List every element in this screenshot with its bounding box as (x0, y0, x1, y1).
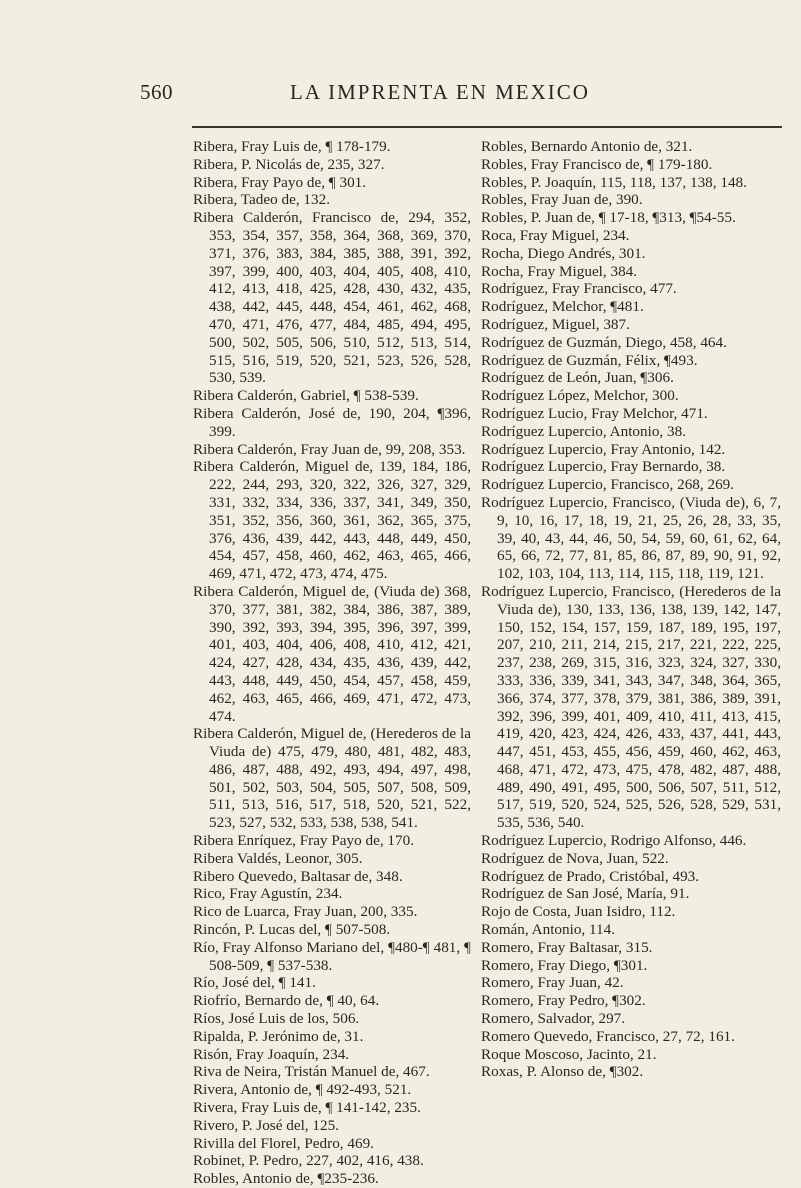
index-entry: Ripalda, P. Jerónimo de, 31. (193, 1027, 364, 1045)
index-entry: Robles, Bernardo Antonio de, 321. (481, 138, 693, 155)
index-entry: Rodríguez, Miguel, 387. (481, 315, 630, 333)
index-entry: Ribera Enríquez, Fray Payo de, 170. (193, 832, 415, 850)
index-entry: Ribera Calderón, Gabriel, ¶ 538-539. (193, 387, 419, 405)
index-entry: Ríos, José Luis de los, 506. (193, 1010, 360, 1028)
index-entry: Rocha, Diego Andrés, 301. (481, 244, 646, 262)
index-entry: Rivilla del Florel, Pedro, 469. (193, 1134, 374, 1152)
index-entry: Robles, P. Juan de, ¶ 17-18, ¶313, ¶54-55. (481, 209, 736, 227)
index-entry: Ribera Calderón, Miguel de, 139, 184, 186, 222, 244, 293, 320, 322, 326, 327, 329, 331, 332, 334, 336, 337, 341, 349, 350, 351, 352, 356, 360, 361, 362, 365, 375, 376, 436, 439, 442, 443, 448, 449, 450, 454, 457, 458, 460, 462, 463, 465, 466, 469, 471, 472, 473, 474, 475. (193, 458, 471, 583)
index-entry: Ribera, Fray Luis de, ¶ 178-179. (193, 138, 391, 155)
index-entry: Rivero, P. José del, 125. (193, 1116, 339, 1134)
index-entry: Rodríguez de Guzmán, Félix, ¶493. (481, 351, 698, 369)
index-entry: Ribero Quevedo, Baltasar de, 348. (193, 867, 403, 885)
index-entry: Rodríguez Lupercio, Fray Bernardo, 38. (481, 458, 726, 476)
index-entry: Rodríguez Lupercio, Francisco, (Viuda de), 6, 7, 9, 10, 16, 17, 18, 19, 21, 25, 26, 28, 33, 35, 39, 40, 43, 44, 46, 50, 54, 59, 60, 61, 62, 64, 65, 66, 72, 77, 81, 85, 86, 87, 89, 90, 91, 92, 102, 103, 104, 113, 114, 115, 118, 119, 121. (481, 493, 781, 583)
index-entry: Ribera Calderón, Miguel de, (Herederos de la Viuda de) 475, 479, 480, 481, 482, 483, 486, 487, 488, 492, 493, 494, 497, 498, 501, 502, 503, 504, 505, 507, 508, 509, 511, 513, 516, 517, 518, 520, 521, 522, 523, 527, 532, 533, 538, 538, 541. (193, 725, 471, 832)
index-column-right (481, 138, 781, 1081)
index-entry: Ribera Calderón, José de, 190, 204, ¶396, 399. (193, 404, 471, 440)
index-entry: Romero, Fray Diego, ¶301. (481, 956, 648, 974)
index-entry: Rivera, Fray Luis de, ¶ 141-142, 235. (193, 1099, 421, 1117)
index-entry: Rodríguez Lucio, Fray Melchor, 471. (481, 404, 708, 422)
index-entry: Rodríguez Lupercio, Antonio, 38. (481, 422, 686, 440)
index-entry: Rodríguez Lupercio, Fray Antonio, 142. (481, 440, 726, 458)
index-entry: Ribera Calderón, Miguel de, (Viuda de) 368, 370, 377, 381, 382, 384, 386, 387, 389, 390, 392, 393, 394, 395, 396, 397, 399, 401, 403, 404, 406, 408, 410, 412, 421, 424, 427, 428, 434, 435, 436, 439, 442, 443, 448, 449, 450, 454, 457, 458, 459, 462, 463, 465, 466, 469, 471, 472, 473, 474. (193, 582, 471, 725)
index-entry: Ribera Calderón, Fray Juan de, 99, 208, 353. (193, 440, 466, 458)
index-entry: Rodríguez de León, Juan, ¶306. (481, 369, 674, 387)
index-entry: Robles, Antonio de, ¶235-236. (193, 1170, 379, 1188)
index-entry: Romero, Fray Baltasar, 315. (481, 938, 653, 956)
index-entry: Rodríguez, Fray Francisco, 477. (481, 280, 677, 298)
index-entry: Rodríguez de Nova, Juan, 522. (481, 849, 669, 867)
index-entry: Robles, Fray Francisco de, ¶ 179-180. (481, 155, 713, 173)
index-entry: Romero Quevedo, Francisco, 27, 72, 161. (481, 1027, 735, 1045)
index-entry: Rincón, P. Lucas del, ¶ 507-508. (193, 921, 391, 939)
header-rule (192, 126, 782, 128)
index-column-left (193, 138, 471, 1188)
index-entry: Roxas, P. Alonso de, ¶302. (481, 1063, 644, 1081)
index-entry: Ribera, Tadeo de, 132. (193, 191, 330, 209)
index-entry: Roca, Fray Miguel, 234. (481, 226, 630, 244)
index-entry: Romero, Fray Pedro, ¶302. (481, 992, 646, 1010)
index-entry: Rodríguez Lupercio, Rodrigo Alfonso, 446. (481, 832, 747, 850)
index-entry: Rocha, Fray Miguel, 384. (481, 262, 638, 280)
index-entry: Rodríguez, Melchor, ¶481. (481, 298, 644, 316)
index-entry: Rodríguez de Guzmán, Diego, 458, 464. (481, 333, 727, 351)
index-entry: Rodríguez López, Melchor, 300. (481, 387, 679, 405)
index-entry: Robinet, P. Pedro, 227, 402, 416, 438. (193, 1152, 424, 1170)
index-entry: Risón, Fray Joaquín, 234. (193, 1045, 350, 1063)
index-entry: Río, Fray Alfonso Mariano del, ¶480-¶ 481, ¶ 508-509, ¶ 537-538. (193, 938, 471, 974)
index-entry: Rojo de Costa, Juan Isidro, 112. (481, 903, 676, 921)
index-entry: Rodríguez Lupercio, Francisco, (Herederos de la Viuda de), 130, 133, 136, 138, 139, 142, 147, 150, 152, 154, 157, 159, 187, 189, 195, 197, 207, 210, 211, 214, 215, 217, 221, 222, 225, 237, 238, 269, 315, 316, 323, 324, 327, 330, 333, 336, 339, 341, 343, 347, 348, 364, 365, 366, 374, 377, 378, 379, 381, 386, 389, 391, 392, 396, 399, 401, 409, 410, 411, 413, 415, 419, 420, 423, 424, 426, 433, 437, 441, 443, 447, 451, 453, 455, 456, 459, 460, 462, 463, 468, 471, 472, 473, 475, 478, 482, 487, 488, 489, 490, 491, 495, 500, 506, 507, 511, 512, 517, 519, 520, 524, 525, 526, 528, 529, 531, 535, 536, 540. (481, 582, 781, 832)
index-entry: Ribera Calderón, Francisco de, 294, 352, 353, 354, 357, 358, 364, 368, 369, 370, 371, 376, 383, 384, 385, 388, 391, 392, 397, 399, 400, 403, 404, 405, 408, 410, 412, 413, 418, 425, 428, 430, 432, 435, 438, 442, 445, 448, 454, 461, 462, 468, 470, 471, 476, 477, 484, 485, 494, 495, 500, 502, 505, 506, 510, 512, 513, 514, 515, 516, 519, 520, 521, 523, 526, 528, 530, 539. (193, 209, 471, 387)
index-entry: Rodríguez de Prado, Cristóbal, 493. (481, 867, 700, 885)
index-entry: Rico, Fray Agustín, 234. (193, 885, 343, 903)
index-entry: Romero, Fray Juan, 42. (481, 974, 624, 992)
index-entry: Riva de Neira, Tristán Manuel de, 467. (193, 1063, 430, 1081)
index-entry: Robles, Fray Juan de, 390. (481, 191, 643, 209)
page-number: 560 (140, 80, 173, 104)
index-entry: Ribera Valdés, Leonor, 305. (193, 849, 363, 867)
index-entry: Roque Moscoso, Jacinto, 21. (481, 1045, 657, 1063)
index-entry: Riofrío, Bernardo de, ¶ 40, 64. (193, 992, 380, 1010)
index-entry: Romero, Salvador, 297. (481, 1010, 626, 1028)
running-head: LA IMPRENTA EN MEXICO (290, 80, 590, 104)
index-entry: Robles, P. Joaquín, 115, 118, 137, 138, 148. (481, 173, 747, 191)
index-entry: Rodríguez de San José, María, 91. (481, 885, 690, 903)
index-entry: Román, Antonio, 114. (481, 921, 616, 939)
index-entry: Rico de Luarca, Fray Juan, 200, 335. (193, 903, 418, 921)
index-entry: Ribera, P. Nicolás de, 235, 327. (193, 155, 385, 173)
index-entry: Río, José del, ¶ 141. (193, 974, 316, 992)
index-entry: Ribera, Fray Payo de, ¶ 301. (193, 173, 367, 191)
index-entry: Rodríguez Lupercio, Francisco, 268, 269. (481, 476, 735, 494)
index-entry: Rivera, Antonio de, ¶ 492-493, 521. (193, 1081, 412, 1099)
page-header (140, 80, 740, 110)
